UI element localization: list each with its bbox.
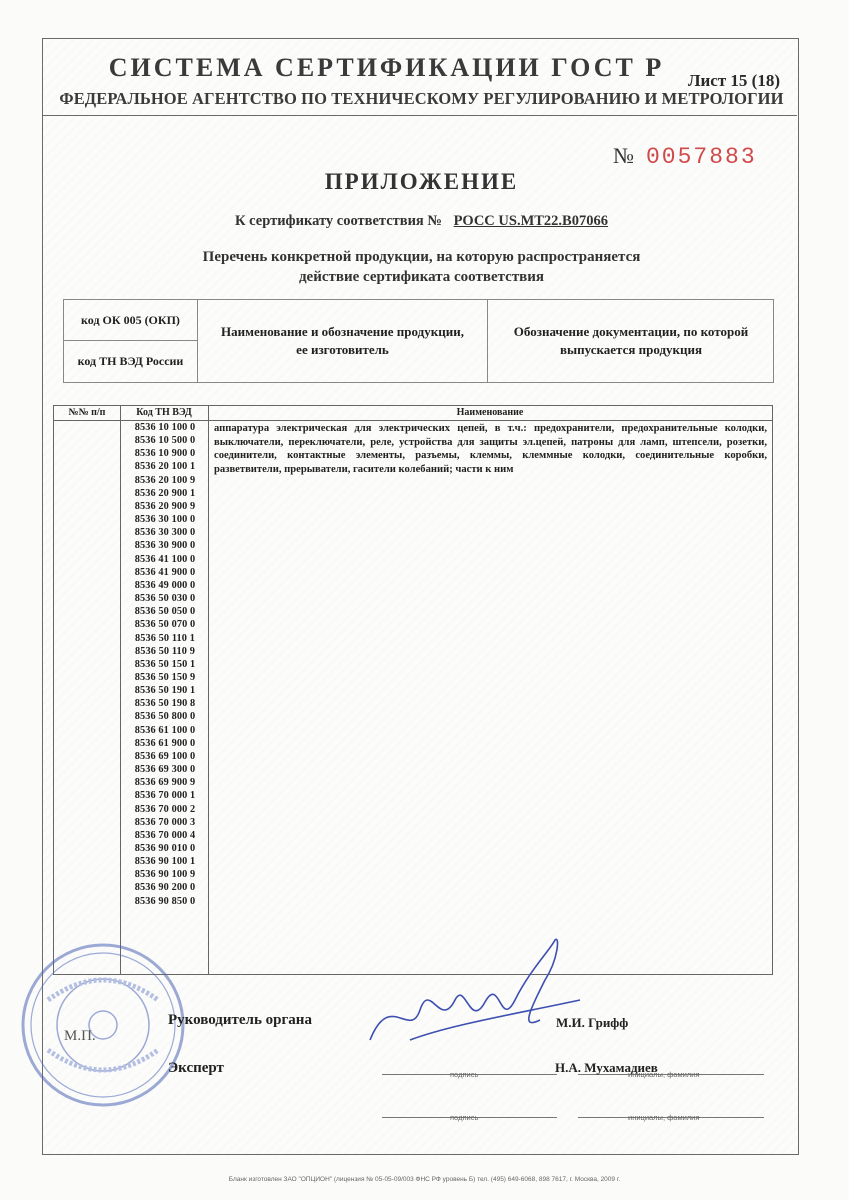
tnved-code-row: 8536 50 110 1 xyxy=(135,632,195,644)
tnved-code-row: 8536 50 800 0 xyxy=(134,711,196,723)
handwritten-signature xyxy=(350,930,590,1050)
tnved-code-row: 8536 90 200 0 xyxy=(134,882,196,894)
tnved-code-row: 8536 10 900 0 xyxy=(134,448,196,460)
sheet-number: Лист 15 (18) xyxy=(687,71,780,90)
product-table xyxy=(53,405,773,975)
tnved-code-row: 8536 50 150 1 xyxy=(134,658,196,670)
tnved-code-row: 8536 10 500 0 xyxy=(134,435,196,447)
header-table xyxy=(63,299,774,383)
tnved-code-row: 8536 61 900 0 xyxy=(134,737,196,749)
list-heading xyxy=(43,247,800,287)
column-divider xyxy=(120,406,121,974)
form-number xyxy=(613,143,757,170)
form-footer: Бланк изготовлен ЗАО "ОПЦИОН" (лицензия № 05-05-09/003 ФНС РФ уровень Б) тел. (495) 649-6068, 898 7617, г. Москва, 2009 г. xyxy=(228,1176,621,1183)
column-header-number: №№ п/п xyxy=(68,407,106,418)
tnved-code-row: 8536 50 030 0 xyxy=(134,593,196,605)
list-heading-line1: Перечень конкретной продукции, на которую распространяется xyxy=(202,249,641,265)
expert-signature-caption: подпись xyxy=(450,1113,479,1122)
tnved-code-label: код ТН ВЭД России xyxy=(77,354,184,368)
number-sign: № xyxy=(613,143,634,168)
head-name: М.И. Грифф xyxy=(556,1015,629,1030)
organ-seal xyxy=(18,940,188,1110)
seal-mark-label: М.П. xyxy=(64,1028,96,1044)
tnved-code-row: 8536 61 100 0 xyxy=(134,724,196,736)
tnved-code-row: 8536 69 100 0 xyxy=(134,750,196,762)
tnved-code-row: 8536 41 100 0 xyxy=(134,553,196,565)
tnved-code-row: 8536 49 000 0 xyxy=(134,579,196,591)
tnved-code-row: 8536 50 190 1 xyxy=(134,685,196,697)
head-name-caption: инициалы, фамилия xyxy=(628,1070,700,1079)
certificate-number: РОСС US.MT22.B07066 xyxy=(453,213,608,229)
okp-code-label: код ОК 005 (ОКП) xyxy=(64,300,197,341)
head-signature-caption: подпись xyxy=(450,1070,479,1079)
tnved-code-row: 8536 90 010 0 xyxy=(134,843,196,854)
tnved-code-row: 8536 90 100 1 xyxy=(134,856,196,868)
expert-label: Эксперт xyxy=(168,1060,224,1076)
certificate-label: К сертификату соответствия № xyxy=(235,213,442,229)
tnved-code-row: 8536 10 100 0 xyxy=(134,422,196,433)
product-description: аппаратура электрическая для электрических цепей, в т.ч.: предохранители, предохранительные колодки, выключатели, переключатели, реле, устройства для защиты эл.цепей, патроны для ламп, штепсели, розетки, соединители, контактные элементы, разъемы, клеммы, клеммные колодки, соединительные коробки, разветвители, прерыватели, гасители колебаний; части к ним xyxy=(214,423,767,475)
list-heading-line2: действие сертификата соответствия xyxy=(298,269,545,285)
column-header-name: Наименование xyxy=(456,407,524,418)
tnved-code-row: 8536 50 070 0 xyxy=(134,619,196,631)
tnved-code-row: 8536 50 190 8 xyxy=(134,698,196,710)
tnved-code-row: 8536 20 100 9 xyxy=(134,474,196,486)
tnved-code-row: 8536 50 110 9 xyxy=(135,645,195,657)
code-list xyxy=(122,421,208,908)
system-title: СИСТЕМА СЕРТИФИКАЦИИ ГОСТ Р xyxy=(108,53,665,82)
agency-name: ФЕДЕРАЛЬНОЕ АГЕНТСТВО ПО ТЕХНИЧЕСКОМУ РЕГУЛИРОВАНИЮ И МЕТРОЛОГИИ xyxy=(59,89,784,108)
expert-name-caption: инициалы, фамилия xyxy=(628,1113,700,1122)
tnved-code-row: 8536 20 900 1 xyxy=(134,487,196,499)
tnved-code-row: 8536 69 900 9 xyxy=(134,777,196,789)
page-title: ПРИЛОЖЕНИЕ xyxy=(324,169,519,194)
header-codes-column xyxy=(64,300,198,382)
tnved-code-row: 8536 20 100 1 xyxy=(134,461,196,473)
column-divider xyxy=(208,406,209,974)
documentation-label: Обозначение документации, по которой выпускается продукция xyxy=(513,324,749,357)
tnved-code-row: 8536 70 000 1 xyxy=(134,790,196,802)
tnved-code-row: 8536 70 000 3 xyxy=(134,816,196,828)
tnved-code-row: 8536 90 100 9 xyxy=(134,869,196,881)
tnved-code-row: 8536 70 000 2 xyxy=(134,803,196,815)
tnved-code-row: 8536 50 050 0 xyxy=(134,606,196,618)
tnved-code-row: 8536 20 900 9 xyxy=(134,500,196,512)
tnved-code-row: 8536 50 150 9 xyxy=(134,671,196,683)
tnved-code-row: 8536 90 850 0 xyxy=(134,895,196,907)
product-name-label: Наименование и обозначение продукции, ее изготовитель xyxy=(198,300,488,382)
expert-name: Н.А. Мухамадиев xyxy=(555,1060,658,1075)
header-divider xyxy=(43,115,797,116)
tnved-code-row: 8536 30 300 0 xyxy=(134,527,196,539)
tnved-code-row: 8536 69 300 0 xyxy=(134,764,196,776)
tnved-code-row: 8536 30 900 0 xyxy=(134,540,196,552)
tnved-code-row: 8536 70 000 4 xyxy=(134,829,196,841)
certificate-reference xyxy=(43,213,800,230)
column-header-code: Код ТН ВЭД xyxy=(136,407,192,418)
tnved-code-row: 8536 30 100 0 xyxy=(134,514,196,526)
head-of-organ-label: Руководитель органа xyxy=(168,1012,312,1028)
tnved-code-row: 8536 41 900 0 xyxy=(134,566,196,578)
form-number-value: 0057883 xyxy=(646,144,757,170)
